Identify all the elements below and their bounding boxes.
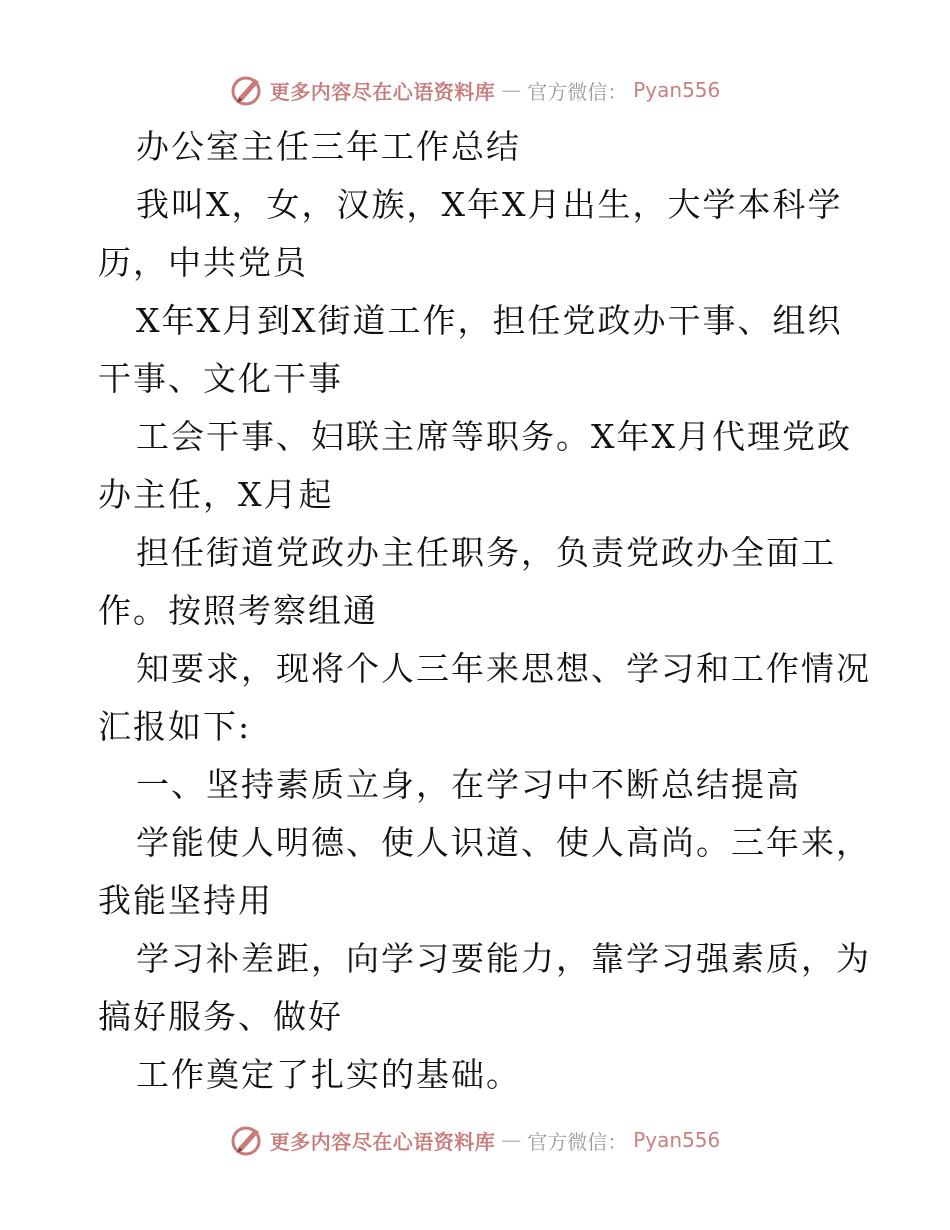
text-line: 工作奠定了扎实的基础。 [136,1055,521,1094]
watermark-main-text: 更多内容尽在心语资料库 [269,79,496,104]
text-line: 干事、文化干事 [98,359,343,398]
text-line: 办公室主任三年工作总结 [136,127,521,166]
text-line: 作。按照考察组通 [98,591,378,630]
text-line: 一、坚持素质立身，在学习中不断总结提高 [136,765,801,804]
text-line: 学能使人明德、使人识道、使人高尚。三年来， [136,823,871,862]
text-line: 工会干事、妇联主席等职务。X年X月代理党政 [136,417,852,456]
text-line: 知要求，现将个人三年来思想、学习和工作情况 [136,649,871,688]
text-line: 搞好服务、做好 [98,997,343,1036]
text-line: 我叫X，女，汉族，X年X月出生，大学本科学 [136,185,843,224]
text-line: 我能坚持用 [98,881,273,920]
footer-watermark [0,1120,950,1160]
watermark-wechat-id: Pyan556 [633,78,721,102]
text-line: 汇报如下: [98,707,252,746]
text-line: 担任街道党政办主任职务，负责党政办全面工 [136,533,836,572]
watermark-separator: — [501,78,522,102]
watermark-wechat-id: Pyan556 [633,1128,721,1152]
text-line: X年X月到X街道工作，担任党政办干事、组织 [136,301,843,340]
document-body [98,118,871,1104]
watermark-wechat-label: 官方微信： [527,79,628,104]
text-line: 办主任，X月起 [98,475,334,514]
header-watermark [0,70,950,110]
text-line: 学习补差距，向学习要能力，靠学习强素质，为 [136,939,871,978]
quill-logo-icon [230,1123,264,1157]
text-line: 历，中共党员 [98,243,308,282]
quill-logo-icon [230,73,264,107]
watermark-wechat-label: 官方微信： [527,1129,628,1154]
watermark-separator: — [501,1128,522,1152]
watermark-main-text: 更多内容尽在心语资料库 [269,1129,496,1154]
